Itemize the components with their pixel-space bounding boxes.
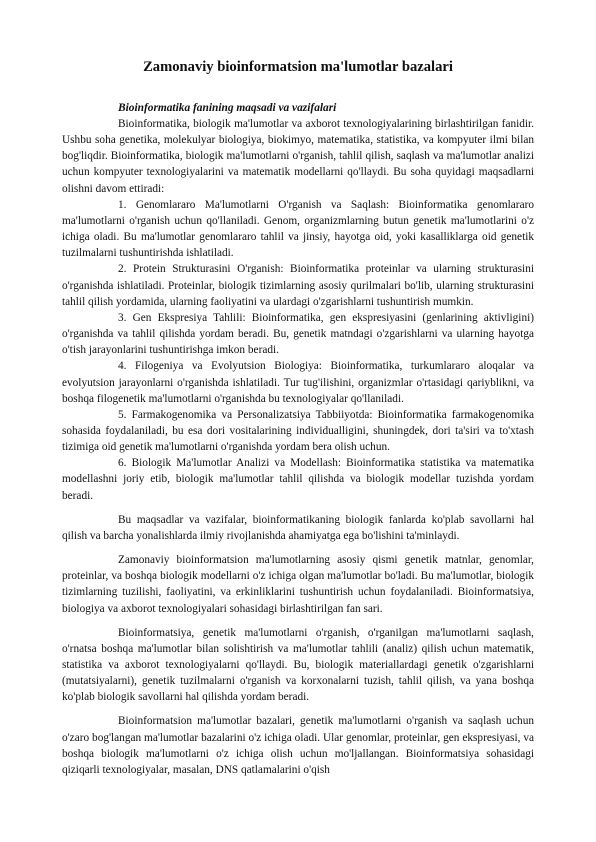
- paragraph-item-5: 5. Farmakogenomika va Personalizatsiya Tabbiiyotda: Bioinformatika farmakogenomika sohasida foydalaniladi, bu esa dori vositalarining individualligini, shuningdek, dori ta'siri va to'xtash tizimiga oid genetik ma'lumotlarni o'rganishda yordam bera olish uchun.: [62, 408, 534, 454]
- paragraph-item-3: 3. Gen Ekspresiya Tahlili: Bioinformatika, gen ekspresiyasini (genlarining aktivligini) o'rganishda va tahlil qilishda yordam beradi. Bu, genetik matndagi o'zgarishlarni va ularning hayotga o'tish jarayonlarini tushuntirishga imkon beradi.: [62, 311, 534, 357]
- paragraph-bioinformatics-methods: Bioinformatsiya, genetik ma'lumotlarni o'rganish, o'rganilgan ma'lumotlarni saqlash, o'rnatsa boshqa ma'lumotlar bilan solishtirish va ma'lumotlar tahlili (analiz) qilish uchun matematik, statistika va axborot texnologiyalarni qo'llaydi. Bu, biologik materiallardagi genetik o'zgarishlarni (mutatsiyalarni), genetik tuzilmalarni o'rganish va korxonalarni tuzish, tahlil qilish, va yana boshqa ko'plab biologik savollarni hal qilishda yordam beradi.: [62, 626, 534, 704]
- paragraph-item-6: 6. Biologik Ma'lumotlar Analizi va Modellash: Bioinformatika statistika va matematika modellashni joriy etib, biologik ma'lumotlar tahlil qilishda va biologik modellar tuzishda yordam beradi.: [62, 457, 534, 502]
- document-title: Zamonaviy bioinformatsion ma'lumotlar bazalari: [143, 59, 453, 75]
- paragraph-item-1: 1. Genomlararo Ma'lumotlarni O'rganish va Saqlash: Bioinformatika genomlararo ma'lumotlarni o'rganish uchun qo'llaniladi. Genom, organizmlarning butun genetik ma'lumotlarini o'z ichiga oladi. Bu ma'lumotlar genomlararo tahlil va jinsiy, hayotga oid, yoki kasalliklarga oid genetik tuzilmalarni tushuntirishda ishlatiladi.: [62, 198, 534, 260]
- paragraph-modern-data: Zamonaviy bioinformatsion ma'lumotlarning asosiy qismi genetik matnlar, genomlar, proteinlar, va boshqa biologik modellarni o'z ichiga olgan ma'lumotlar bo'ladi. Bu ma'lumotlar, biologik tizimlarning tuzilishi, faoliyatini, va erkinliklarini tushuntirish uchun foydalaniladi. Bioinformatsiya, biologiya va axborot texnologiyalari sohasidagi birlashtirilgan fan sari.: [62, 554, 534, 615]
- paragraph-databases: Bioinformatsion ma'lumotlar bazalari, genetik ma'lumotlarni o'rganish va saqlash uchun o'zaro bog'langan ma'lumotlar bazalarini o'z ichiga oladi. Ular genomlar, proteinlar, gen ekspresiyasi, va boshqa biologik ma'lumotlarni o'z ichiga olish uchun mo'ljallangan. Bioinformatsiya sohasidagi qiziqarli texnologiyalar, masalan, DNS qatlamalarini o'qish: [62, 715, 534, 776]
- paragraph-summary: Bu maqsadlar va vazifalar, bioinformatikaning biologik fanlarda ko'plab savollarni hal qilish va barcha yonalishlarda ilmiy rivojlanishda ahamiyatga ega bo'lishini ta'minlaydi.: [62, 513, 534, 542]
- paragraph-item-4: 4. Filogeniya va Evolyutsion Biologiya: Bioinformatika, turkumlararo aloqalar va evolyutsion jarayonlarni o'rganishda ishlatiladi. Tur tug'ilishini, organizmlar o'rtasidagi qariyblikni, va boshqa filogenetik ma'lumotlarni o'rganishda bu texnologiyalar qo'llaniladi.: [62, 360, 534, 405]
- paragraph-intro: Bioinformatika, biologik ma'lumotlar va axborot texnologiyalarining birlashtirilgan fanidir. Ushbu soha genetika, molekulyar biologiya, biokimyo, matematika, statistika, va kompyuter ilmi bilan bog'liqdir. Bioinformatika, biologik ma'lumotlarni o'rganish, tahlil qilish, saqlash va ma'lumotlar analizi uchun kompyuter texnologiyalarini va matematik modellarni qo'llaydi. Bu soha quyidagi maqsadlarni olishni davom ettiradi:: [62, 118, 534, 195]
- paragraph-item-2: 2. Protein Strukturasini O'rganish: Bioinformatika proteinlar va ularning strukturasini o'rganishda ishlatiladi. Proteinlar, biologik tizimlarning asosiy qurilmalari bo'lib, ularning strukturasini tahlil qilish yordamida, ularning faoliyatini va ulardagi o'zgarishlarni tushuntirish mumkin.: [62, 263, 534, 308]
- section-subtitle: Bioinformatika fanining maqsadi va vazifalari: [118, 102, 337, 114]
